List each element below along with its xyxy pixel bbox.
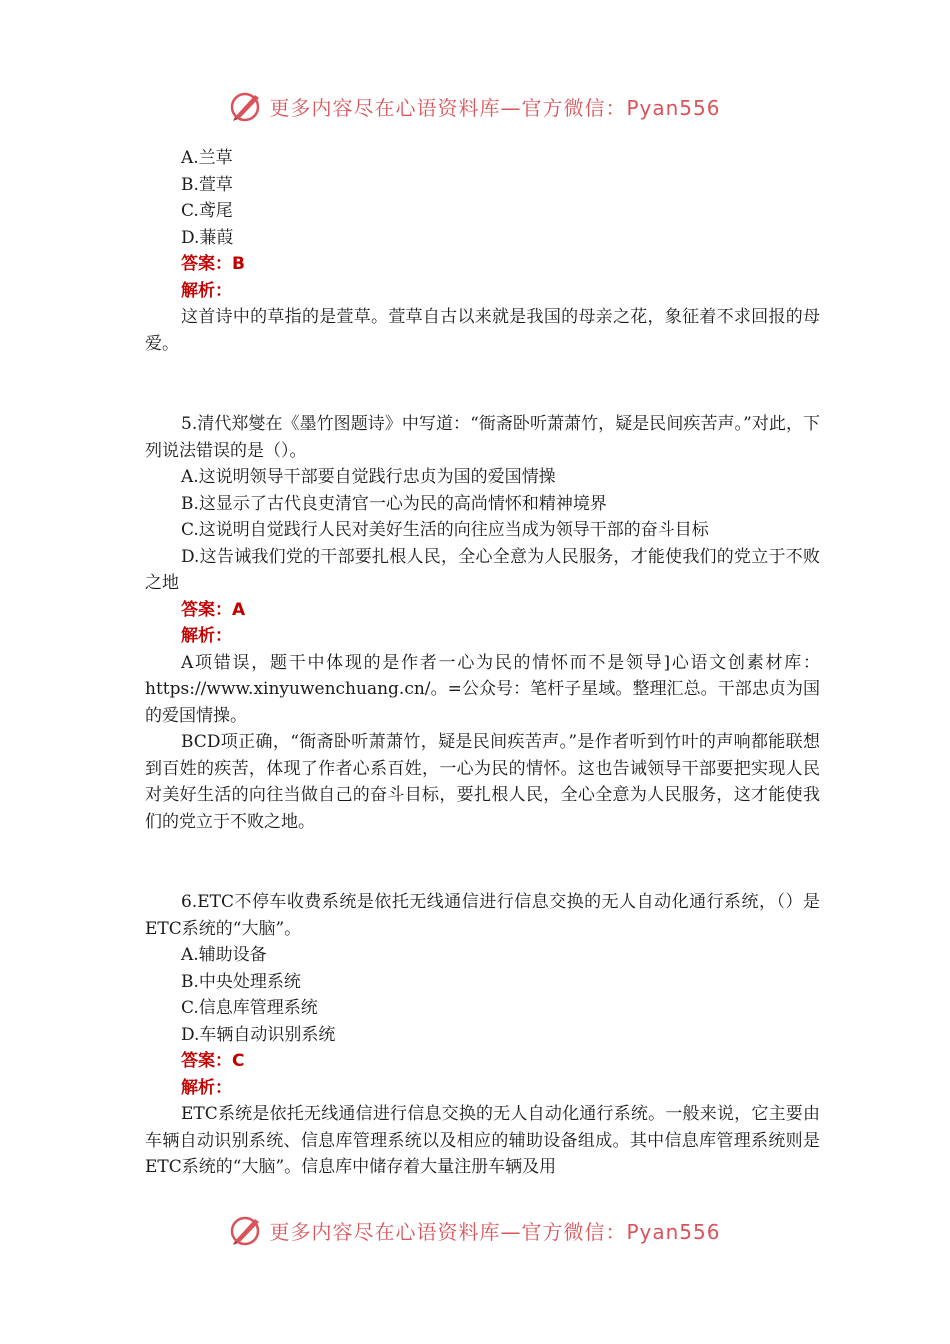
q6-explanation: ETC系统是依托无线通信进行信息交换的无人自动化通行系统。一般来说，它主要由车辆自动识别系统、信息库管理系统以及相应的辅助设备组成。其中信息库管理系统则是ETC系统的“大脑”。信息库中储存着大量注册车辆及用 (145, 1104, 820, 1177)
q4-option-d: D.蒹葭 (181, 227, 234, 248)
q4-explanation: 这首诗中的草指的是萱草。萱草自古以来就是我国的母亲之花，象征着不求回报的母爱。 (145, 307, 820, 354)
q6-option-c: C.信息库管理系统 (181, 998, 318, 1018)
q6-answer: 答案：C (181, 1051, 245, 1071)
footer-watermark (0, 1210, 950, 1250)
q5-option-b: B.这显示了古代良吏清官一心为民的高尚情怀和精神境界 (181, 493, 607, 514)
q5-option-c: C.这说明自觉践行人民对美好生活的向往应当成为领导干部的奋斗目标 (181, 520, 709, 540)
q4-explain-label: 解析： (181, 280, 232, 301)
watermark-text: 更多内容尽在心语资料库—官方微信：Pyan556 (269, 1219, 721, 1244)
q5-option-a: A.这说明领导干部要自觉践行忠贞为国的爱国情操 (181, 467, 556, 487)
q5-option-d: D.这告诫我们党的干部要扎根人民，全心全意为人民服务，才能使我们的党立于不败之地 (145, 546, 820, 593)
pen-logo-icon (229, 1213, 263, 1247)
pen-logo-icon (229, 89, 263, 123)
q4-option-b: B.萱草 (181, 174, 233, 195)
q5-answer: 答案：A (181, 599, 246, 620)
q5-explanation-1: A项错误，题干中体现的是作者一心为民的情怀而不是领导]心语文创素材库：https://www.xinyuwenchuang.cn/。=公众号：笔杆子星域。整理汇总。干部忠贞为国的爱国情操。 (145, 652, 820, 726)
q6-option-b: B.中央处理系统 (181, 971, 301, 992)
q5-explanation-2: BCD项正确，“衙斋卧听萧萧竹，疑是民间疾苦声。”是作者听到竹叶的声响都能联想到百姓的疾苦，体现了作者心系百姓，一心为民的情怀。这也告诫领导干部要把实现人民对美好生活的向往当做自己的奋斗目标，要扎根人民，全心全意为人民服务，这才能使我们的党立于不败之地。 (145, 732, 820, 832)
q6-option-d: D.车辆自动识别系统 (181, 1024, 336, 1045)
q6-title: 6.ETC不停车收费系统是依托无线通信进行信息交换的无人自动化通行系统，（）是ETC系统的“大脑”。 (145, 892, 820, 939)
q6-explain-label: 解析： (181, 1077, 232, 1098)
q4-option-a: A.兰草 (181, 148, 233, 168)
q6-option-a: A.辅助设备 (181, 945, 267, 965)
q4-option-c: C.鸢尾 (181, 201, 233, 221)
q5-explain-label: 解析： (181, 626, 232, 646)
header-watermark (0, 86, 950, 126)
watermark-text: 更多内容尽在心语资料库—官方微信：Pyan556 (269, 95, 721, 120)
q5-title: 5.清代郑燮在《墨竹图题诗》中写道：“衙斋卧听萧萧竹，疑是民间疾苦声。”对此，下列说法错误的是（）。 (145, 414, 820, 461)
document-body (145, 145, 820, 1181)
q4-answer: 答案：B (181, 254, 245, 274)
